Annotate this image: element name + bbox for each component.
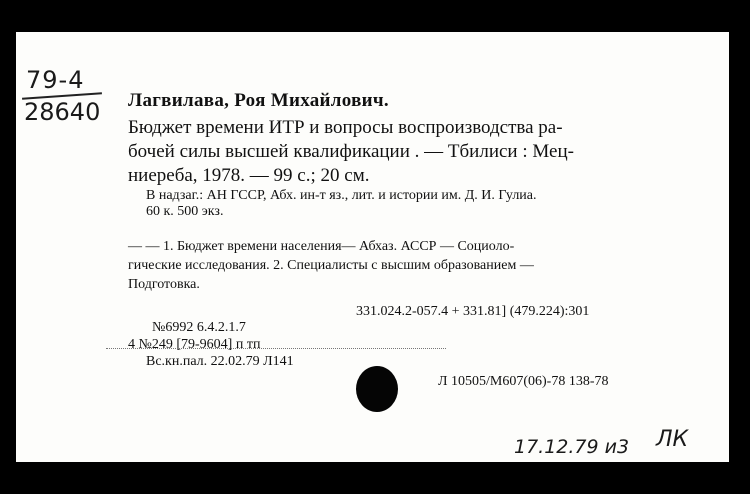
handwritten-signature: ЛК	[656, 427, 689, 452]
dotted-rule	[106, 348, 446, 349]
punch-hole	[356, 366, 398, 412]
subjects-block	[128, 237, 718, 294]
title-block	[128, 116, 688, 188]
call-number-top: 79-4	[26, 66, 85, 94]
catalog-card	[16, 32, 729, 462]
subject-line: — — 1. Бюджет времени населения— Абхаз. АССР — Социоло-	[128, 239, 515, 254]
chamber-registration: Вс.кн.пал. 22.02.79 Л141	[146, 354, 294, 369]
copies-note: 60 к. 500 экз.	[146, 204, 224, 219]
order-number: №6992 6.4.2.1.7	[152, 320, 246, 335]
subject-line: гические исследования. 2. Специалисты с высшим образованием —	[128, 258, 534, 273]
author-heading: Лагвилава, Роя Михайлович.	[128, 90, 389, 111]
title-line: бочей силы высшей квалификации . — Тбилиси : Мец-	[128, 141, 574, 162]
handwritten-date: 17.12.79 и3	[514, 436, 630, 458]
order-reference: 4 №249 [79-9604] п тп	[128, 337, 261, 352]
title-line: Бюджет времени ИТР и вопросы воспроизводства ра-	[128, 117, 563, 138]
subject-line: Подготовка.	[128, 277, 200, 292]
l-code: Л 10505/М607(06)-78 138-78	[438, 374, 609, 389]
nadzag-note: В надзаг.: АН ГССР, Абх. ин-т яз., лит. и истории им. Д. И. Гулиа.	[146, 188, 537, 203]
call-number-bottom: 28640	[24, 98, 101, 126]
classification-index: 331.024.2-057.4 + 331.81] (479.224):301	[356, 304, 590, 319]
title-line: ниереба, 1978. — 99 с.; 20 см.	[128, 165, 370, 186]
